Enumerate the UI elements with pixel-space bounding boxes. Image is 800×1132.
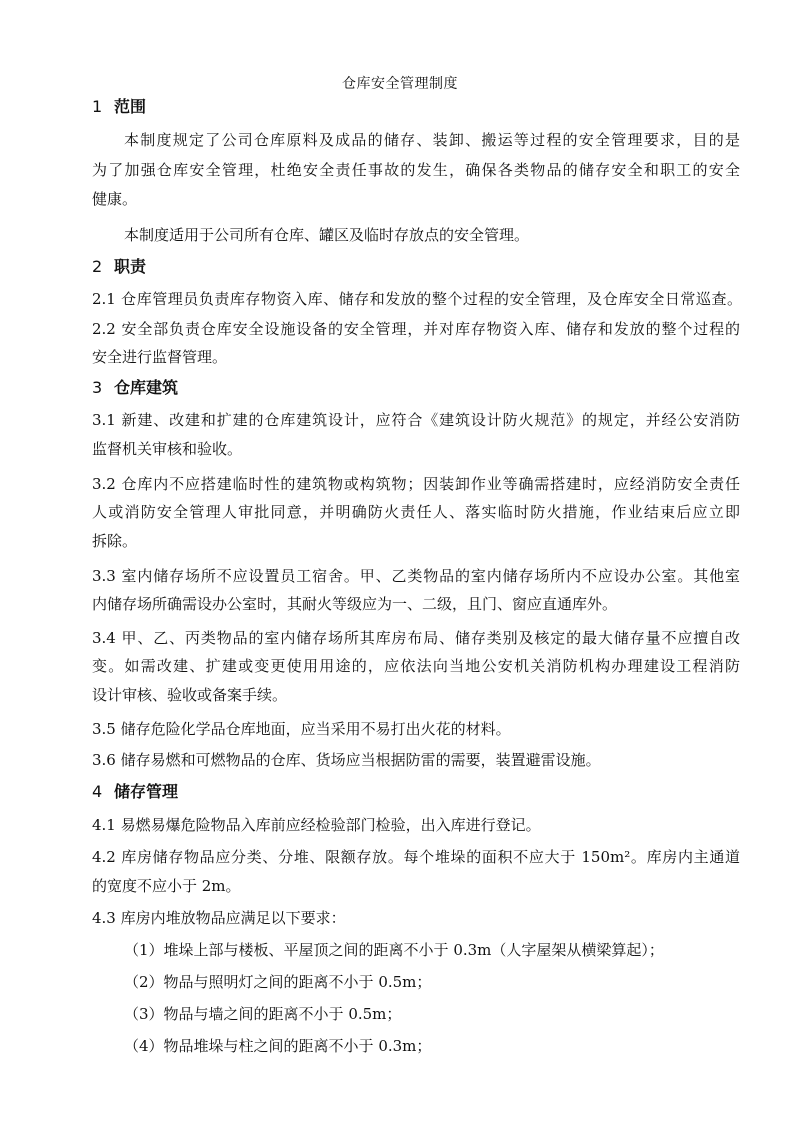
paragraph-line: 内储存场所确需设办公室时，其耐火等级应为一、二级，且门、窗应直通库外。 <box>92 595 618 613</box>
paragraph-line: 3.5 储存危险化学品仓库地面，应当采用不易打出火花的材料。 <box>92 720 511 738</box>
section-number: 3 <box>92 378 103 397</box>
section-heading <box>92 378 178 398</box>
paragraph-line: 本制度适用于公司所有仓库、罐区及临时存放点的安全管理。 <box>124 226 530 244</box>
section-title: 仓库建筑 <box>114 378 179 397</box>
paragraph-line: 3.4 甲、乙、丙类物品的室内储存场所其库房布局、储存类别及核定的最大储存量不应擅自改 <box>92 629 740 647</box>
section-title: 储存管理 <box>114 782 179 801</box>
paragraph-line: 3.2 仓库内不应搭建临时性的建筑物或构筑物；因装卸作业等确需搭建时，应经消防安全责任 <box>92 475 740 493</box>
paragraph-line: 4.1 易燃易爆危险物品入库前应经检验部门检验，出入库进行登记。 <box>92 816 541 834</box>
list-item: （1）堆垛上部与楼板、平屋顶之间的距离不小于 0.3m（人字屋架从横梁算起）； <box>124 941 664 959</box>
list-item: （3）物品与墙之间的距离不小于 0.5m； <box>124 1005 402 1023</box>
paragraph-line: 3.6 储存易燃和可燃物品的仓库、货场应当根据防雷的需要，装置避雷设施。 <box>92 751 601 769</box>
paragraph-line: 本制度规定了公司仓库原料及成品的储存、装卸、搬运等过程的安全管理要求，目的是 <box>124 131 740 149</box>
paragraph-line: 4.2 库房储存物品应分类、分堆、限额存放。每个堆垛的面积不应大于 150m²。库房内主通道 <box>92 848 740 866</box>
section-heading <box>92 257 146 277</box>
section-title: 职责 <box>114 257 147 276</box>
paragraph-line: 2.1 仓库管理员负责库存物资入库、储存和发放的整个过程的安全管理，及仓库安全日常巡查。 <box>92 290 742 308</box>
paragraph-line: 2.2 安全部负责仓库安全设施设备的安全管理，并对库存物资入库、储存和发放的整个过程的 <box>92 320 740 338</box>
section-number: 1 <box>92 97 103 116</box>
paragraph-line: 变。如需改建、扩建或变更使用用途的，应依法向当地公安机关消防机构办理建设工程消防 <box>92 657 740 675</box>
paragraph-line: 安全进行监督管理。 <box>92 348 228 366</box>
section-heading <box>92 97 146 117</box>
paragraph-line: 监督机关审核和验收。 <box>92 440 243 458</box>
section-heading <box>92 782 178 802</box>
section-title: 范围 <box>114 97 147 116</box>
paragraph-line: 健康。 <box>92 190 138 208</box>
list-item: （4）物品堆垛与柱之间的距离不小于 0.3m； <box>124 1037 432 1055</box>
paragraph-line: 4.3 库房内堆放物品应满足以下要求： <box>92 909 346 927</box>
paragraph-line: 设计审核、验收或备案手续。 <box>92 686 288 704</box>
paragraph-line: 3.3 室内储存场所不应设置员工宿舍。甲、乙类物品的室内储存场所内不应设办公室。其他室 <box>92 567 740 585</box>
paragraph-line: 的宽度不应小于 2m。 <box>92 877 241 895</box>
paragraph-line: 拆除。 <box>92 532 138 550</box>
paragraph-line: 人或消防安全管理人审批同意，并明确防火责任人、落实临时防火措施，作业结束后应立即 <box>92 503 740 521</box>
paragraph-line: 3.1 新建、改建和扩建的仓库建筑设计，应符合《建筑设计防火规范》的规定，并经公安消防 <box>92 411 740 429</box>
list-item: （2）物品与照明灯之间的距离不小于 0.5m； <box>124 973 432 991</box>
paragraph-line: 为了加强仓库安全管理，杜绝安全责任事故的发生，确保各类物品的储存安全和职工的安全 <box>92 161 740 179</box>
document-title: 仓库安全管理制度 <box>342 76 458 92</box>
section-number: 2 <box>92 257 103 276</box>
section-number: 4 <box>92 782 103 801</box>
